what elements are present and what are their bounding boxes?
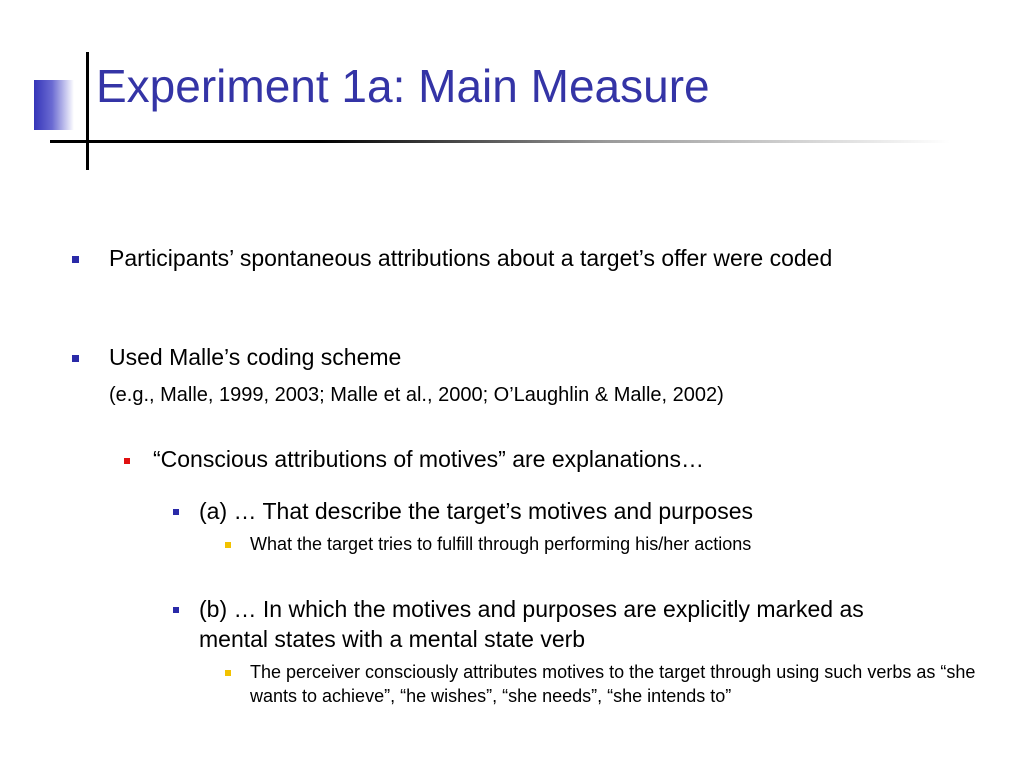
criterion-b-detail: The perceiver consciously attributes motives to the target through using such verbs as “she wants to achieve”, “he wishes”, “she needs”, “she intends to” [250, 662, 976, 706]
square-bullet-icon [173, 509, 179, 515]
title-horizontal-rule [50, 140, 950, 143]
square-bullet-icon [72, 355, 79, 362]
square-bullet-icon [173, 607, 179, 613]
criterion-b: (b) … In which the motives and purposes are explicitly marked as mental states with a mental state verb [199, 596, 864, 652]
square-bullet-icon [72, 256, 79, 263]
square-bullet-icon [225, 670, 231, 676]
bullet-participants-coded: Participants’ spontaneous attributions about a target’s offer were coded [109, 245, 833, 271]
title-vertical-rule [86, 52, 89, 170]
conscious-attributions-definition: “Conscious attributions of motives” are explanations… [153, 446, 704, 472]
criterion-a: (a) … That describe the target’s motives and purposes [199, 498, 753, 524]
slide-title: Experiment 1a: Main Measure [96, 60, 710, 112]
title-accent-block [34, 80, 74, 130]
square-bullet-icon [225, 542, 231, 548]
bullet-coding-scheme: Used Malle’s coding scheme [109, 344, 402, 370]
square-bullet-icon [124, 458, 130, 464]
criterion-a-detail: What the target tries to fulfill through performing his/her actions [250, 534, 752, 554]
coding-scheme-citations: (e.g., Malle, 1999, 2003; Malle et al., 2000; O’Laughlin & Malle, 2002) [109, 384, 724, 406]
